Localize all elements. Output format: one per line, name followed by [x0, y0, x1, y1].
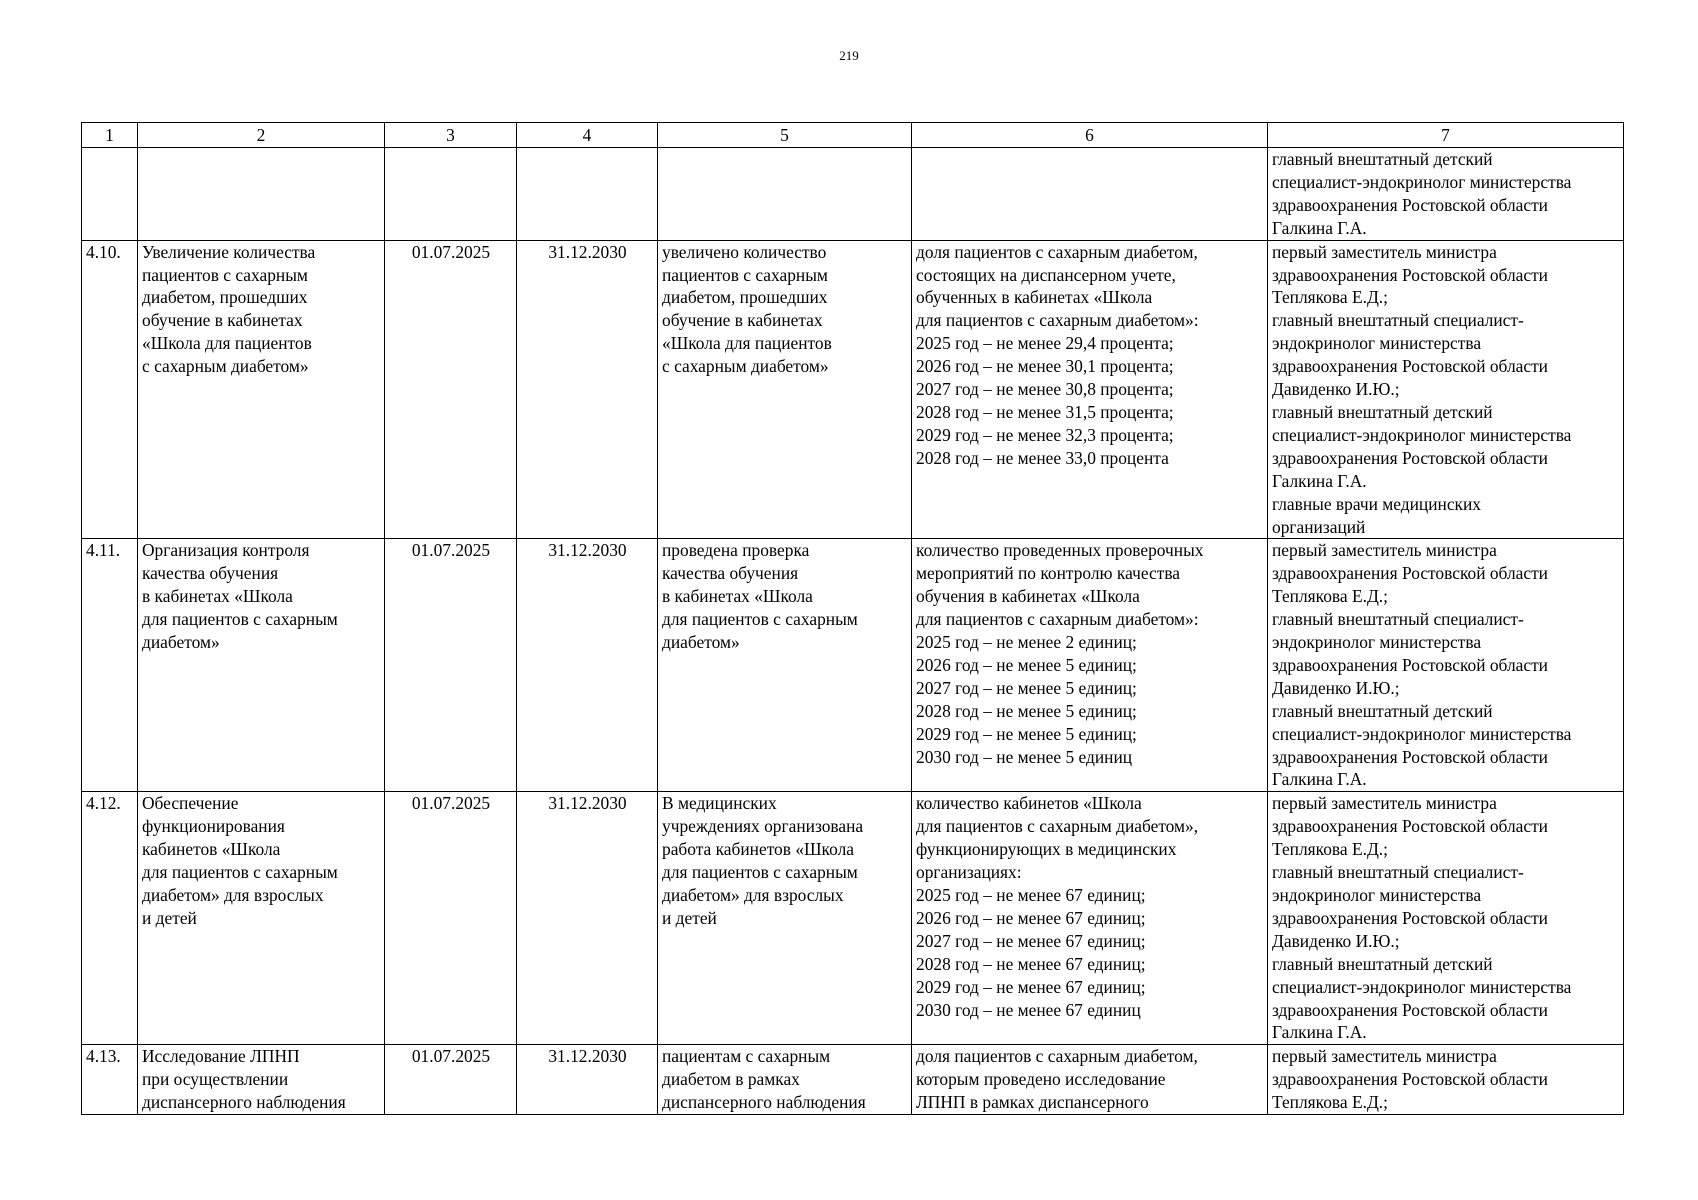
indicator-cell	[912, 148, 1268, 241]
activity-title-line: диспансерного наблюдения	[142, 1092, 346, 1113]
indicator-line: 2029 год – не менее 5 единиц;	[916, 723, 1137, 744]
table-body	[82, 148, 1624, 1115]
indicator-line: 2027 год – не менее 30,8 процента;	[916, 379, 1174, 400]
activity-title-line: Организация контроля	[142, 540, 310, 561]
indicator-line: 2028 год – не менее 33,0 процента	[916, 447, 1169, 468]
responsible-line: специалист-эндокринолог министерства	[1272, 424, 1572, 445]
start-date-cell: 01.07.2025	[385, 1045, 517, 1115]
responsible-line: первый заместитель министра	[1272, 793, 1497, 814]
activity-title-line: Обеспечение	[142, 793, 239, 814]
activity-title-cell	[138, 240, 385, 539]
start-date-cell	[385, 148, 517, 241]
activity-title-line: пациентов с сахарным	[142, 264, 308, 285]
responsible-line: здравоохранения Ростовской области	[1272, 264, 1548, 285]
indicator-line: обучения в кабинетах «Школа	[916, 586, 1140, 607]
indicator-cell	[912, 1045, 1268, 1115]
indicator-cell	[912, 240, 1268, 539]
column-header: 6	[912, 123, 1268, 148]
expected-result-line: «Школа для пациентов	[662, 333, 832, 354]
end-date-cell	[517, 148, 658, 241]
indicator-line: мероприятий по контролю качества	[916, 563, 1181, 584]
responsible-line: Галкина Г.А.	[1272, 470, 1367, 491]
activity-title-line: обучение в кабинетах	[142, 310, 303, 331]
indicator-line: для пациентов с сахарным диабетом»,	[916, 816, 1199, 837]
indicator-line: функционирующих в медицинских	[916, 839, 1177, 860]
table-row	[82, 539, 1624, 792]
responsible-line: Давиденко И.Ю.;	[1272, 677, 1400, 698]
responsible-line: здравоохранения Ростовской области	[1272, 746, 1548, 767]
activity-title-line: качества обучения	[142, 563, 279, 584]
activity-title-line: диабетом, прошедших	[142, 287, 308, 308]
indicator-line: для пациентов с сахарным диабетом»:	[916, 609, 1199, 630]
indicator-line: 2030 год – не менее 67 единиц	[916, 999, 1141, 1020]
responsible-line: первый заместитель министра	[1272, 540, 1497, 561]
activity-title-line: диабетом»	[142, 632, 220, 653]
indicator-cell	[912, 539, 1268, 792]
indicator-line: 2028 год – не менее 5 единиц;	[916, 700, 1137, 721]
expected-result-cell	[658, 240, 912, 539]
indicator-line: 2029 год – не менее 67 единиц;	[916, 976, 1146, 997]
expected-result-line: пациентам с сахарным	[662, 1046, 831, 1067]
responsible-line: Теплякова Е.Д.;	[1272, 1092, 1388, 1113]
responsible-line: главный внештатный специалист-	[1272, 862, 1524, 883]
expected-result-line: диспансерного наблюдения	[662, 1092, 866, 1113]
indicator-line: 2030 год – не менее 5 единиц	[916, 746, 1133, 767]
responsible-line: Галкина Г.А.	[1272, 217, 1367, 238]
table-row	[82, 792, 1624, 1045]
indicator-line: доля пациентов с сахарным диабетом,	[916, 241, 1198, 262]
table-row	[82, 240, 1624, 539]
expected-result-line: и детей	[662, 907, 717, 928]
table-row	[82, 1045, 1624, 1115]
responsible-line: первый заместитель министра	[1272, 1046, 1497, 1067]
responsible-line: первый заместитель министра	[1272, 241, 1497, 262]
row-number-cell: 4.11.	[82, 539, 138, 792]
indicator-line: организациях:	[916, 862, 1022, 883]
expected-result-line: диабетом, прошедших	[662, 287, 828, 308]
indicator-line: 2025 год – не менее 67 единиц;	[916, 885, 1146, 905]
activity-title-line: Увеличение количества	[142, 241, 316, 262]
expected-result-cell	[658, 1045, 912, 1115]
responsible-line: Галкина Г.А.	[1272, 1022, 1367, 1043]
responsible-line: здравоохранения Ростовской области	[1272, 447, 1548, 468]
column-header: 3	[385, 123, 517, 148]
activity-title-line: функционирования	[142, 816, 285, 837]
activity-title-line: для пациентов с сахарным	[142, 862, 338, 883]
responsible-line: здравоохранения Ростовской области	[1272, 563, 1548, 584]
end-date-cell: 31.12.2030	[517, 539, 658, 792]
row-number-cell	[82, 148, 138, 241]
indicator-line: 2027 год – не менее 67 единиц;	[916, 930, 1146, 951]
responsible-line: главный внештатный специалист-	[1272, 310, 1524, 331]
start-date-cell: 01.07.2025	[385, 792, 517, 1045]
end-date-cell: 31.12.2030	[517, 792, 658, 1045]
indicator-line: 2025 год – не менее 2 единиц;	[916, 632, 1137, 653]
column-header: 4	[517, 123, 658, 148]
activity-title-line: для пациентов с сахарным	[142, 609, 338, 630]
column-number-row	[82, 123, 1624, 148]
table-row	[82, 148, 1624, 241]
indicator-line: количество кабинетов «Школа	[916, 793, 1142, 814]
activity-title-line: диабетом» для взрослых	[142, 885, 324, 905]
start-date-cell: 01.07.2025	[385, 240, 517, 539]
responsible-line: главный внештатный детский	[1272, 401, 1493, 422]
indicator-line: состоящих на диспансерном учете,	[916, 264, 1176, 285]
indicator-line: 2026 год – не менее 30,1 процента;	[916, 356, 1174, 377]
responsible-cell	[1268, 240, 1624, 539]
responsible-line: специалист-эндокринолог министерства	[1272, 723, 1572, 744]
column-header: 1	[82, 123, 138, 148]
expected-result-line: увеличено количество	[662, 241, 827, 262]
expected-result-line: учреждениях организована	[662, 816, 864, 837]
indicator-line: обученных в кабинетах «Школа	[916, 287, 1153, 308]
indicator-line: 2028 год – не менее 67 единиц;	[916, 953, 1146, 974]
row-number-cell: 4.10.	[82, 240, 138, 539]
responsible-line: здравоохранения Ростовской области	[1272, 1069, 1548, 1090]
expected-result-line: обучение в кабинетах	[662, 310, 823, 331]
responsible-line: Теплякова Е.Д.;	[1272, 586, 1388, 607]
responsible-line: эндокринолог министерства	[1272, 333, 1482, 354]
responsible-line: Теплякова Е.Д.;	[1272, 287, 1388, 308]
row-number-cell: 4.13.	[82, 1045, 138, 1115]
indicator-line: 2026 год – не менее 67 единиц;	[916, 907, 1146, 928]
activity-title-line: Исследование ЛПНП	[142, 1046, 300, 1067]
activity-title-cell	[138, 539, 385, 792]
indicator-cell	[912, 792, 1268, 1045]
activity-title-cell	[138, 1045, 385, 1115]
responsible-line: главные врачи медицинских	[1272, 493, 1481, 514]
responsible-cell	[1268, 148, 1624, 241]
responsible-line: здравоохранения Ростовской области	[1272, 194, 1548, 215]
activity-title-cell	[138, 148, 385, 241]
expected-result-line: в кабинетах «Школа	[662, 586, 813, 607]
responsible-line: здравоохранения Ростовской области	[1272, 356, 1548, 377]
indicator-line: доля пациентов с сахарным диабетом,	[916, 1046, 1198, 1067]
responsible-line: Давиденко И.Ю.;	[1272, 930, 1400, 951]
row-number-cell: 4.12.	[82, 792, 138, 1045]
expected-result-line: пациентов с сахарным	[662, 264, 828, 285]
responsible-line: здравоохранения Ростовской области	[1272, 654, 1548, 675]
expected-result-line: диабетом»	[662, 632, 740, 653]
indicator-line: 2026 год – не менее 5 единиц;	[916, 654, 1137, 675]
activity-title-line: с сахарным диабетом»	[142, 356, 309, 377]
expected-result-line: с сахарным диабетом»	[662, 356, 829, 377]
responsible-line: специалист-эндокринолог министерства	[1272, 171, 1572, 192]
column-header: 2	[138, 123, 385, 148]
responsible-line: эндокринолог министерства	[1272, 632, 1482, 653]
indicator-line: количество проведенных проверочных	[916, 540, 1204, 561]
responsible-line: здравоохранения Ростовской области	[1272, 907, 1548, 928]
expected-result-line: диабетом» для взрослых	[662, 885, 844, 905]
indicator-line: 2029 год – не менее 32,3 процента;	[916, 424, 1174, 445]
column-header: 7	[1268, 123, 1624, 148]
expected-result-line: для пациентов с сахарным	[662, 609, 858, 630]
responsible-cell	[1268, 792, 1624, 1045]
indicator-line: 2025 год – не менее 29,4 процента;	[916, 333, 1174, 354]
activity-title-line: в кабинетах «Школа	[142, 586, 293, 607]
expected-result-line: В медицинских	[662, 793, 777, 814]
responsible-line: здравоохранения Ростовской области	[1272, 999, 1548, 1020]
activity-title-line: кабинетов «Школа	[142, 839, 281, 860]
responsible-line: специалист-эндокринолог министерства	[1272, 976, 1572, 997]
indicator-line: 2027 год – не менее 5 единиц;	[916, 677, 1137, 698]
activity-title-line: «Школа для пациентов	[142, 333, 312, 354]
indicator-line: ЛПНП в рамках диспансерного	[916, 1092, 1149, 1113]
page-number: 219	[839, 48, 859, 63]
end-date-cell: 31.12.2030	[517, 240, 658, 539]
indicator-line: 2028 год – не менее 31,5 процента;	[916, 401, 1174, 422]
responsible-line: здравоохранения Ростовской области	[1272, 816, 1548, 837]
responsible-line: главный внештатный детский	[1272, 953, 1493, 974]
responsible-line: эндокринолог министерства	[1272, 885, 1482, 905]
responsible-line: организаций	[1272, 516, 1366, 537]
responsible-line: главный внештатный специалист-	[1272, 609, 1524, 630]
activity-title-line: и детей	[142, 907, 197, 928]
expected-result-line: для пациентов с сахарным	[662, 862, 858, 883]
end-date-cell: 31.12.2030	[517, 1045, 658, 1115]
start-date-cell: 01.07.2025	[385, 539, 517, 792]
expected-result-line: работа кабинетов «Школа	[662, 839, 854, 860]
activity-title-cell	[138, 792, 385, 1045]
responsible-line: Давиденко И.Ю.;	[1272, 379, 1400, 400]
expected-result-cell	[658, 792, 912, 1045]
column-header: 5	[658, 123, 912, 148]
responsible-cell	[1268, 1045, 1624, 1115]
responsible-cell	[1268, 539, 1624, 792]
responsible-line: Галкина Г.А.	[1272, 769, 1367, 790]
responsible-line: главный внештатный детский	[1272, 149, 1493, 169]
expected-result-cell	[658, 539, 912, 792]
indicator-line: которым проведено исследование	[916, 1069, 1166, 1090]
expected-result-line: проведена проверка	[662, 540, 810, 561]
activity-title-line: при осуществлении	[142, 1069, 289, 1090]
expected-result-line: качества обучения	[662, 563, 799, 584]
activities-table	[81, 122, 1624, 1115]
responsible-line: главный внештатный детский	[1272, 700, 1493, 721]
expected-result-line: диабетом в рамках	[662, 1069, 800, 1090]
responsible-line: Теплякова Е.Д.;	[1272, 839, 1388, 860]
expected-result-cell	[658, 148, 912, 241]
indicator-line: для пациентов с сахарным диабетом»:	[916, 310, 1199, 331]
